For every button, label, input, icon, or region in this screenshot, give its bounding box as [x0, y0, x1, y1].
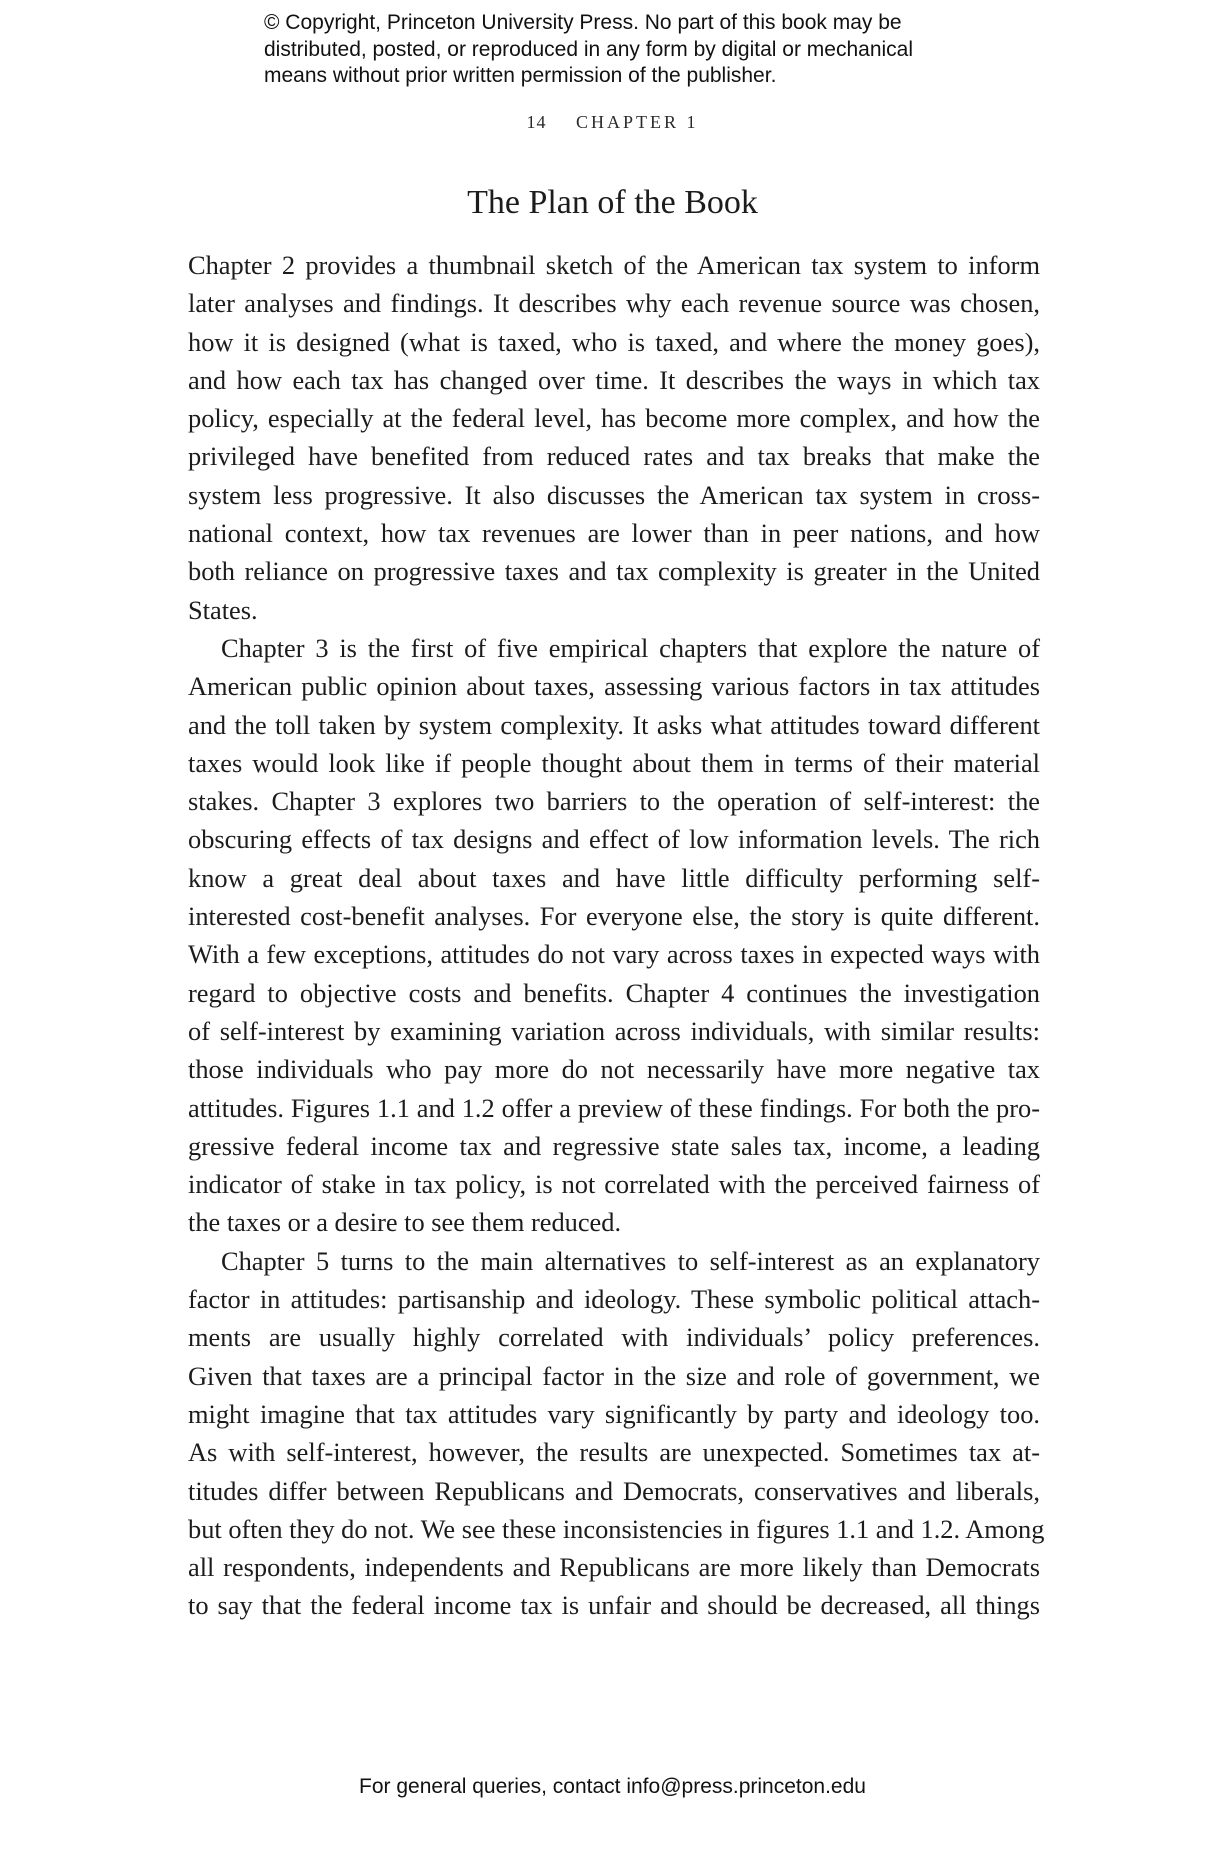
text-line: American public opinion about taxes, assessing various factors in tax attitudes	[188, 671, 1040, 702]
paragraph	[188, 629, 1040, 1242]
text-line: know a great deal about taxes and have little difficulty performing self-	[188, 862, 1040, 893]
text-line: and how each tax has changed over time. It describes the ways in which tax	[188, 364, 1040, 395]
text-line: all respondents, independents and Republicans are more likely than Democrats	[188, 1552, 1040, 1583]
text-line: later analyses and findings. It describes why each revenue source was chosen,	[188, 288, 1040, 319]
copyright-notice	[264, 10, 1024, 90]
text-line: indicator of stake in tax policy, is not correlated with the perceived fairness of	[188, 1169, 1040, 1200]
text-line: attitudes. Figures 1.1 and 1.2 offer a preview of these findings. For both the pro-	[188, 1092, 1040, 1123]
copyright-line: means without prior written permission of the publisher.	[264, 64, 777, 87]
text-line: and the toll taken by system complexity. It asks what attitudes toward different	[188, 709, 1040, 740]
text-line: States.	[188, 594, 258, 625]
copyright-line: distributed, posted, or reproduced in any form by digital or mechanical	[264, 37, 914, 61]
text-line: how it is designed (what is taxed, who is taxed, and where the money goes),	[188, 326, 1040, 357]
text-line: national context, how tax revenues are lower than in peer nations, and how	[188, 518, 1040, 549]
text-line: Chapter 5 turns to the main alternatives to self-interest as an explanatory	[221, 1245, 1040, 1276]
text-line: both reliance on progressive taxes and tax complexity is greater in the United	[188, 556, 1040, 587]
text-line: of self-interest by examining variation across individuals, with similar results:	[188, 1015, 1040, 1046]
text-line: obscuring effects of tax designs and effect of low information levels. The rich	[188, 824, 1040, 855]
text-line: stakes. Chapter 3 explores two barriers to the operation of self-interest: the	[188, 786, 1040, 817]
text-line: system less progressive. It also discusses the American tax system in cross-	[188, 479, 1040, 510]
text-line: As with self-interest, however, the results are unexpected. Sometimes tax at-	[188, 1437, 1040, 1468]
footer-contact: For general queries, contact info@press.princeton.edu	[359, 1775, 866, 1798]
text-line: but often they do not. We see these inconsistencies in figures 1.1 and 1.2. Among	[188, 1513, 1045, 1544]
text-line: ments are usually highly correlated with individuals’ policy preferences.	[188, 1322, 1040, 1353]
section-title: The Plan of the Book	[467, 184, 758, 221]
text-line: With a few exceptions, attitudes do not vary across taxes in expected ways with	[188, 939, 1040, 970]
chapter-label: CHAPTER 1	[575, 112, 699, 132]
text-line: Chapter 2 provides a thumbnail sketch of the American tax system to inform	[188, 250, 1040, 280]
text-line: interested cost-benefit analyses. For everyone else, the story is quite different.	[188, 901, 1040, 932]
page-number: 14	[526, 112, 547, 132]
text-line: regard to objective costs and benefits. Chapter 4 continues the investigation	[188, 977, 1040, 1008]
text-line: might imagine that tax attitudes vary significantly by party and ideology too.	[188, 1398, 1040, 1429]
text-line: the taxes or a desire to see them reduced.	[188, 1207, 622, 1238]
text-line: Chapter 3 is the first of five empirical chapters that explore the nature of	[221, 632, 1040, 663]
paragraph	[188, 246, 1040, 629]
text-line: titudes differ between Republicans and Democrats, conservatives and liberals,	[188, 1475, 1040, 1506]
running-head	[0, 112, 1225, 133]
text-line: Given that taxes are a principal factor in the size and role of government, we	[188, 1360, 1040, 1391]
text-line: to say that the federal income tax is unfair and should be decreased, all things	[188, 1590, 1040, 1621]
copyright-line: © Copyright, Princeton University Press. No part of this book may be	[264, 11, 902, 34]
text-line: factor in attitudes: partisanship and ideology. These symbolic political attach-	[188, 1284, 1040, 1315]
text-line: gressive federal income tax and regressive state sales tax, income, a leading	[188, 1130, 1040, 1161]
text-line: policy, especially at the federal level, has become more complex, and how the	[188, 403, 1040, 434]
text-line: privileged have benefited from reduced rates and tax breaks that make the	[188, 441, 1040, 472]
body-text	[188, 246, 1045, 1625]
paragraph	[188, 1242, 1045, 1625]
text-line: those individuals who pay more do not necessarily have more negative tax	[188, 1054, 1040, 1085]
text-line: taxes would look like if people thought about them in terms of their material	[188, 747, 1040, 778]
